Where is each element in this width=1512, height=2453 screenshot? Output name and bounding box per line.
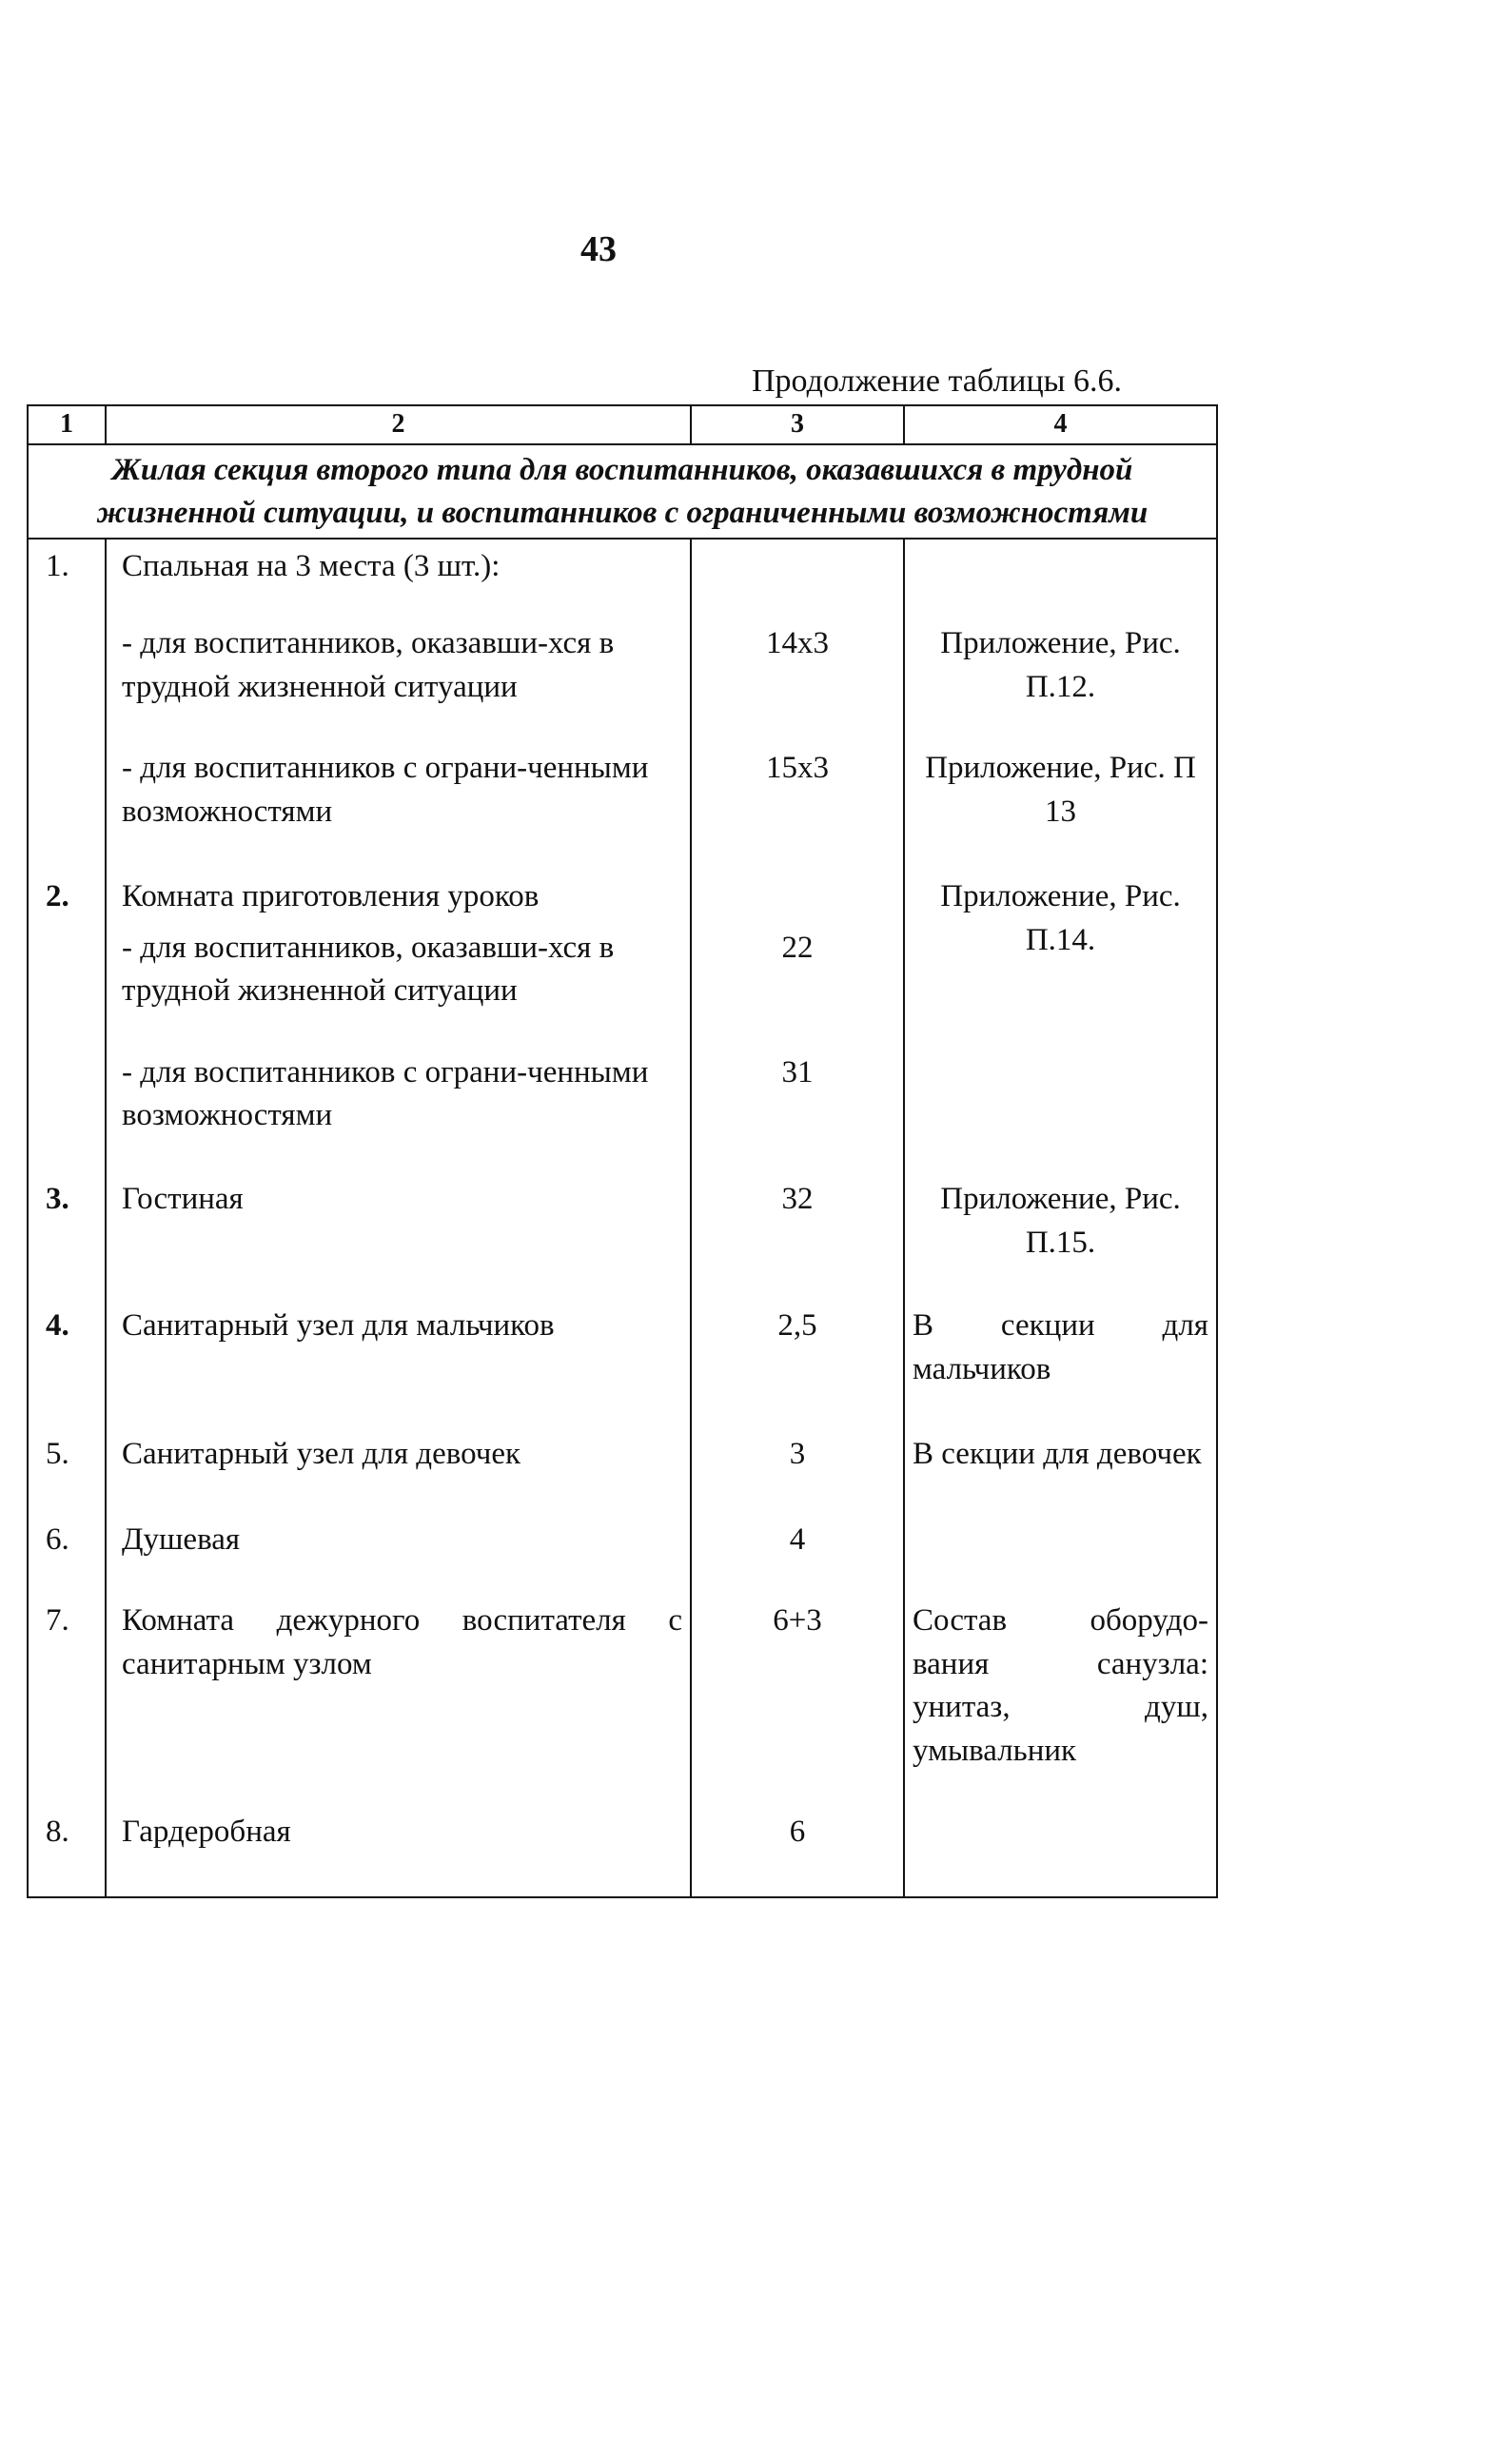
room-subitem: - для воспитанников с ограни-ченными возможностями xyxy=(106,1013,691,1138)
section-row xyxy=(28,444,1217,539)
area-value: 32 xyxy=(691,1138,904,1265)
row-number: 6. xyxy=(28,1477,106,1562)
area-value: 15х3 xyxy=(691,709,904,834)
row-number: 5. xyxy=(28,1391,106,1477)
note: В секции для мальчиков xyxy=(904,1265,1217,1391)
header-col-3: 3 xyxy=(691,405,904,444)
note: Состав оборудо-вания санузла: унитаз, душ, умывальник xyxy=(904,1561,1217,1773)
row-number: 4. xyxy=(28,1265,106,1391)
note: Приложение, Рис. П.12. xyxy=(904,588,1217,709)
area-value xyxy=(691,539,904,589)
table-continuation-caption: Продолжение таблицы 6.6. xyxy=(752,363,1123,399)
note xyxy=(904,1773,1217,1897)
row-number: 2. xyxy=(28,834,106,919)
room-name: Комната дежурного воспитателя с санитарным узлом xyxy=(106,1561,691,1773)
area-value: 4 xyxy=(691,1477,904,1562)
header-col-1: 1 xyxy=(28,405,106,444)
table-row-3 xyxy=(28,1138,1217,1265)
header-col-4: 4 xyxy=(904,405,1217,444)
area-value: 3 xyxy=(691,1391,904,1477)
table-row-5 xyxy=(28,1391,1217,1477)
note: Приложение, Рис. П 13 xyxy=(904,709,1217,834)
room-subitem: - для воспитанников, оказавши-хся в трудной жизненной ситуации xyxy=(106,919,691,1013)
room-table xyxy=(27,404,1218,1898)
area-value: 14х3 xyxy=(691,588,904,709)
row-number: 8. xyxy=(28,1773,106,1897)
area-value: 2,5 xyxy=(691,1265,904,1391)
table-row-6 xyxy=(28,1477,1217,1562)
table-row-7 xyxy=(28,1561,1217,1773)
note xyxy=(904,539,1217,589)
header-col-2: 2 xyxy=(106,405,691,444)
room-name: Гостиная xyxy=(106,1138,691,1265)
note: Приложение, Рис. П.14. xyxy=(904,834,1217,1013)
row-number: 1. xyxy=(28,539,106,589)
note: Приложение, Рис. П.15. xyxy=(904,1138,1217,1265)
room-subitem: - для воспитанников, оказавши-хся в трудной жизненной ситуации xyxy=(106,588,691,709)
area-value: 6+3 xyxy=(691,1561,904,1773)
room-name: Санитарный узел для мальчиков xyxy=(106,1265,691,1391)
table-row-2-sub-2 xyxy=(28,1013,1217,1138)
note: В секции для девочек xyxy=(904,1391,1217,1477)
room-table-container xyxy=(27,404,1216,1898)
page-number: 43 xyxy=(580,229,617,269)
room-name: Душевая xyxy=(106,1477,691,1562)
table-row-2 xyxy=(28,834,1217,919)
row-number: 7. xyxy=(28,1561,106,1773)
room-name: Гардеробная xyxy=(106,1773,691,1897)
table-row-1 xyxy=(28,539,1217,589)
header-row xyxy=(28,405,1217,444)
area-value xyxy=(691,834,904,919)
table-row-4 xyxy=(28,1265,1217,1391)
note xyxy=(904,1477,1217,1562)
table-row-1-sub-1 xyxy=(28,588,1217,709)
table-row-8 xyxy=(28,1773,1217,1897)
room-name: Санитарный узел для девочек xyxy=(106,1391,691,1477)
table-row-1-sub-2 xyxy=(28,709,1217,834)
row-number: 3. xyxy=(28,1138,106,1265)
room-name: Спальная на 3 места (3 шт.): xyxy=(106,539,691,589)
room-subitem: - для воспитанников с ограни-ченными возможностями xyxy=(106,709,691,834)
section-title: Жилая секция второго типа для воспитанников, оказавшихся в трудной жизненной ситуации, и воспитанников с ограниченными возможностями xyxy=(28,444,1217,539)
area-value: 6 xyxy=(691,1773,904,1897)
room-name: Комната приготовления уроков xyxy=(106,834,691,919)
note xyxy=(904,1013,1217,1138)
area-value: 31 xyxy=(691,1013,904,1138)
area-value: 22 xyxy=(691,919,904,1013)
